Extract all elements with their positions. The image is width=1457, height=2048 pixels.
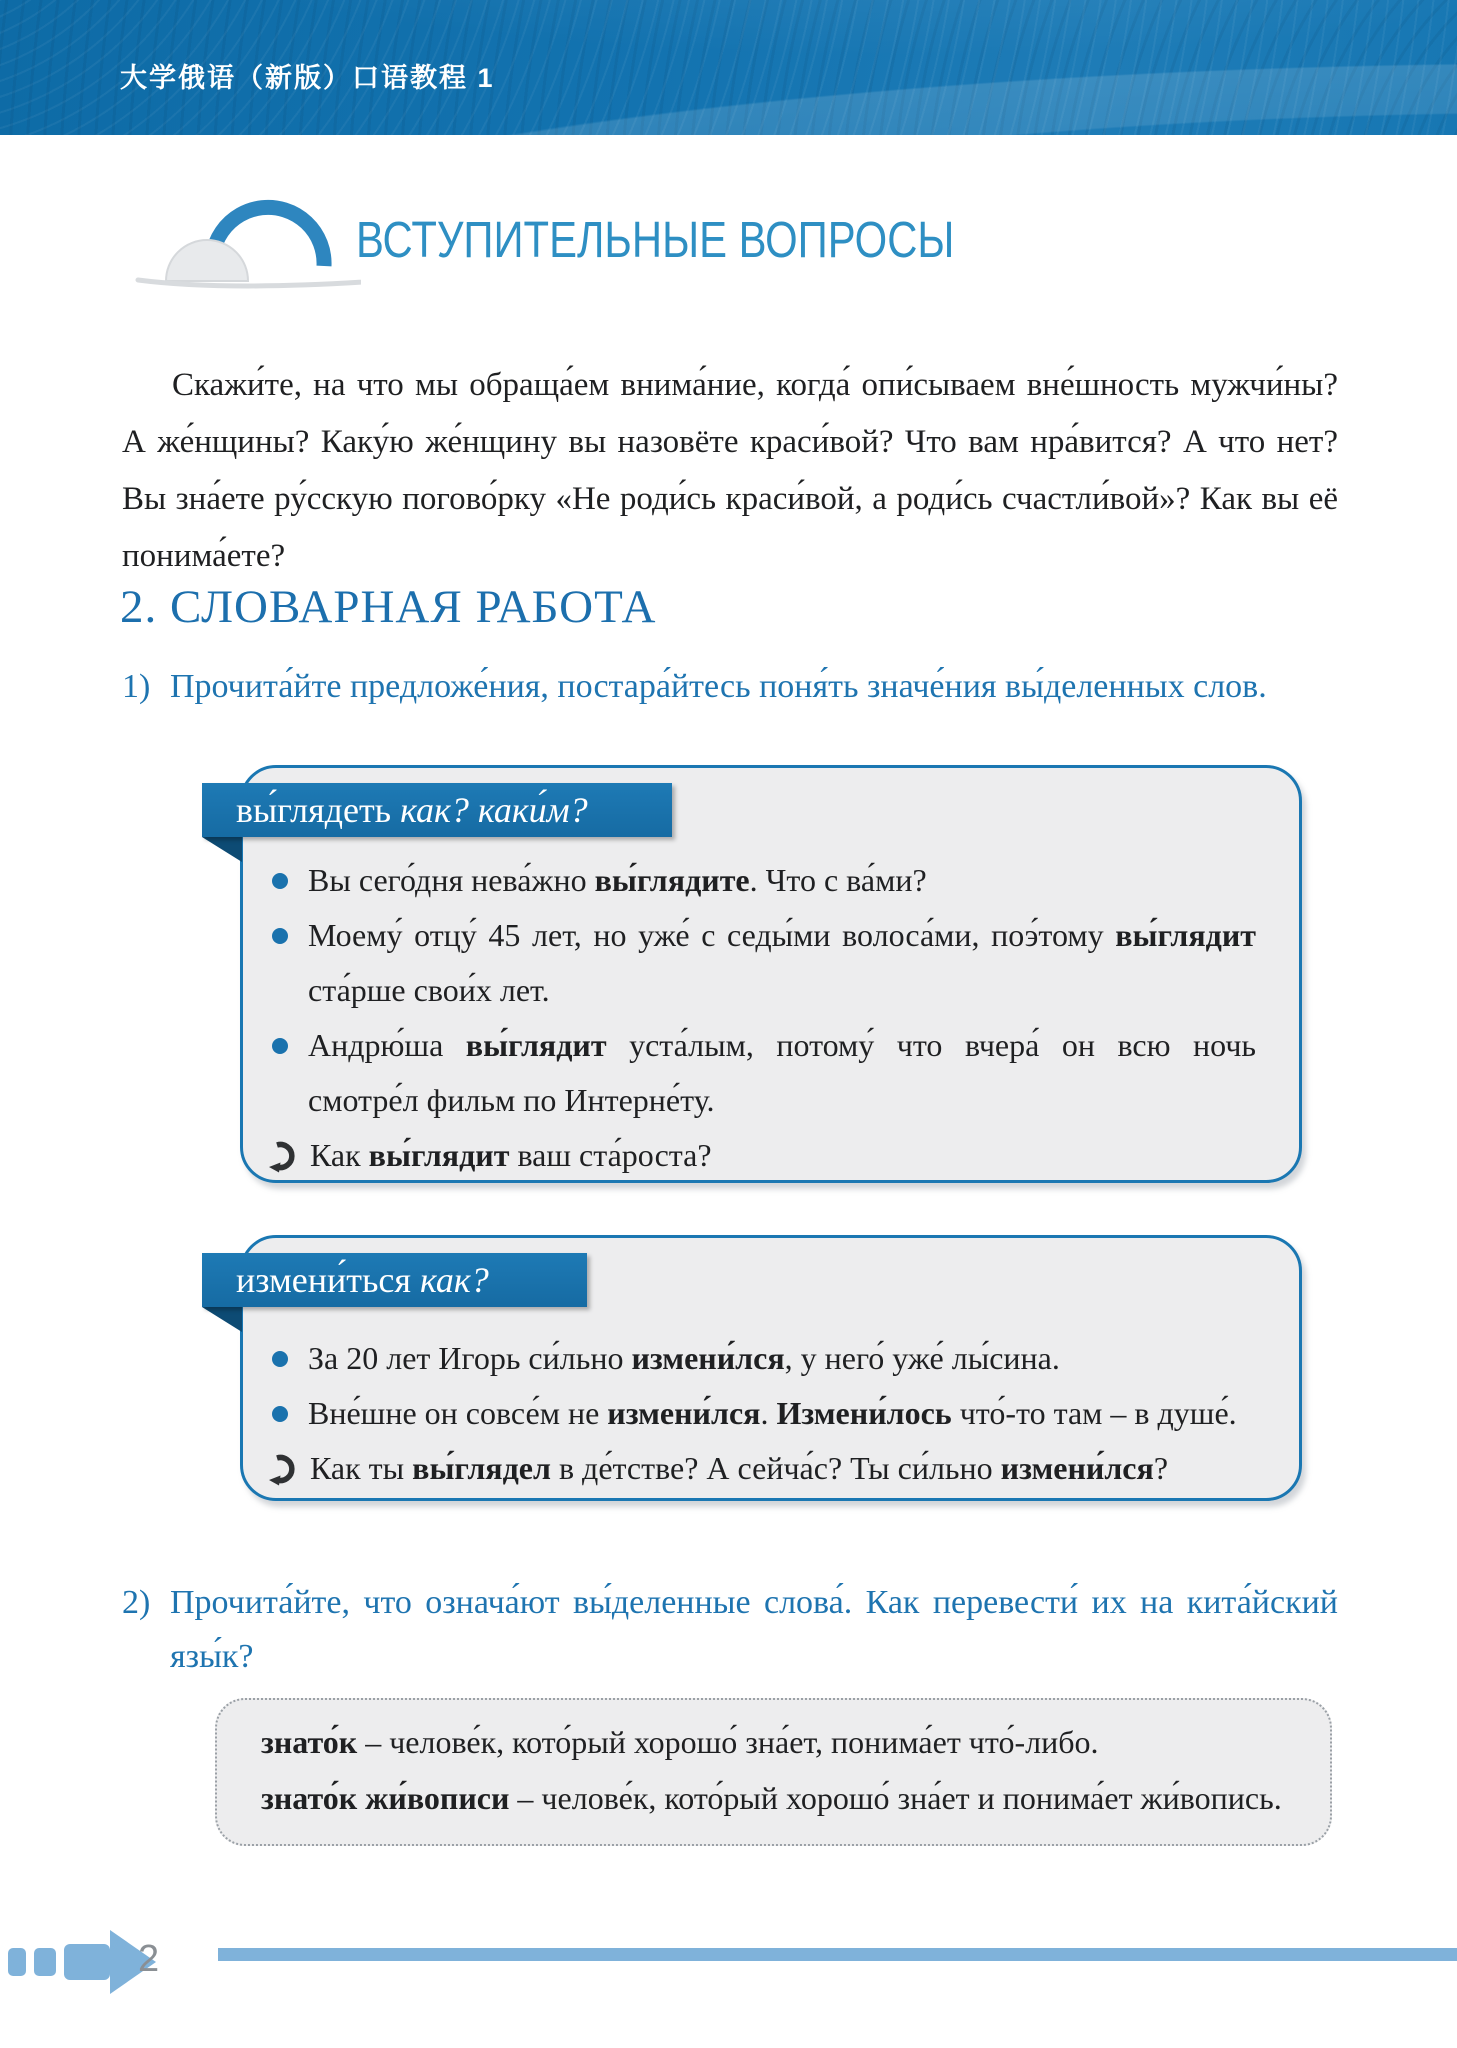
cloud-arc-icon (126, 178, 361, 308)
tab-question: как? каки́м? (400, 790, 588, 830)
list-item (268, 908, 1256, 1018)
header-banner (0, 0, 1457, 135)
bullet-text: Вне́шне он совсе́м не измени́лся. Измени́лось что́-то там – в душе́. (308, 1395, 1237, 1431)
question-text: Как вы́глядит ваш ста́роста? (310, 1137, 712, 1173)
question-text: Как ты вы́глядел в де́тстве? А сейча́с? Ты си́льно измени́лся? (310, 1450, 1169, 1486)
bullet-text: Вы сего́дня нева́жно вы́глядите. Что с ва́ми? (308, 862, 927, 898)
list-item (268, 1386, 1256, 1441)
page-number: 2 (138, 1938, 160, 1980)
bullet-dot (272, 1406, 288, 1422)
vocab-tab (202, 783, 672, 837)
note-line: знато́к жи́вописи – челове́к, кото́рый хорошо́ зна́ет и понима́ет жи́вопись. (261, 1780, 1282, 1816)
question-item (268, 1441, 1256, 1496)
note-box (215, 1698, 1332, 1846)
task-item-1 (122, 660, 1338, 714)
section-title: 2. СЛОВАРНАЯ РАБОТА (120, 581, 657, 633)
book-title: 大学俄语（新版）口语教程 1 (120, 63, 495, 93)
arrow-right-icon (8, 1930, 158, 1994)
bullet-dot (272, 928, 288, 944)
question-item (268, 1128, 1256, 1183)
list-item (268, 1331, 1256, 1386)
vocab-box-2 (202, 1235, 1302, 1501)
task-item-2 (122, 1576, 1338, 1684)
task-text: Прочита́йте предложе́ния, постара́йтесь поня́ть значе́ния вы́деленных слов. (170, 668, 1267, 705)
loop-arrow-icon (268, 1141, 298, 1171)
intro-paragraph: Скажи́те, на что мы обраща́ем внима́ние, когда́ опи́сываем вне́шность мужчи́ны? А же́нщины? Каку́ю же́нщину вы назовёте краси́вой? Что вам нра́вится? А что нет? Вы зна́ете ру́сскую погово́рку «Не роди́сь краси́вой, а роди́сь счастли́вой»? Как вы её понима́ете? (122, 367, 1338, 574)
list-item (268, 1018, 1256, 1128)
task-number: 2) (122, 1584, 151, 1621)
note-line: знато́к – челове́к, кото́рый хорошо́ зна́ет, понима́ет что́-либо. (261, 1724, 1099, 1760)
vocab-box-1 (202, 765, 1302, 1183)
bullet-dot (272, 1351, 288, 1367)
tab-keyword: измени́ться (236, 1260, 411, 1300)
bullet-text: Моему́ отцу́ 45 лет, но уже́ с седы́ми волоса́ми, поэ́тому вы́глядит ста́рше свои́х лет. (308, 917, 1256, 1008)
list-item (268, 853, 1256, 908)
tab-keyword: вы́глядеть (236, 790, 392, 830)
task-text: Прочита́йте, что означа́ют вы́деленные слова́. Как перевести́ их на кита́йский язы́к? (170, 1584, 1338, 1675)
tab-fold (202, 1307, 242, 1332)
tab-fold (202, 837, 242, 862)
task-number: 1) (122, 668, 151, 705)
bullet-dot (272, 873, 288, 889)
bullet-text: Андрю́ша вы́глядит уста́лым, потому́ что вчера́ он всю ночь смотре́л фильм по Интерне́ту. (308, 1027, 1257, 1118)
tab-question: как? (419, 1260, 489, 1300)
bullet-dot (272, 1038, 288, 1054)
intro-heading: ВСТУПИТЕЛЬНЫЕ ВОПРОСЫ (356, 211, 955, 268)
footer-rule (218, 1948, 1457, 1961)
loop-arrow-icon (268, 1454, 298, 1484)
vocab-tab (202, 1253, 587, 1307)
bullet-text: За 20 лет Игорь си́льно измени́лся, у него́ уже́ лы́сина. (308, 1340, 1060, 1376)
